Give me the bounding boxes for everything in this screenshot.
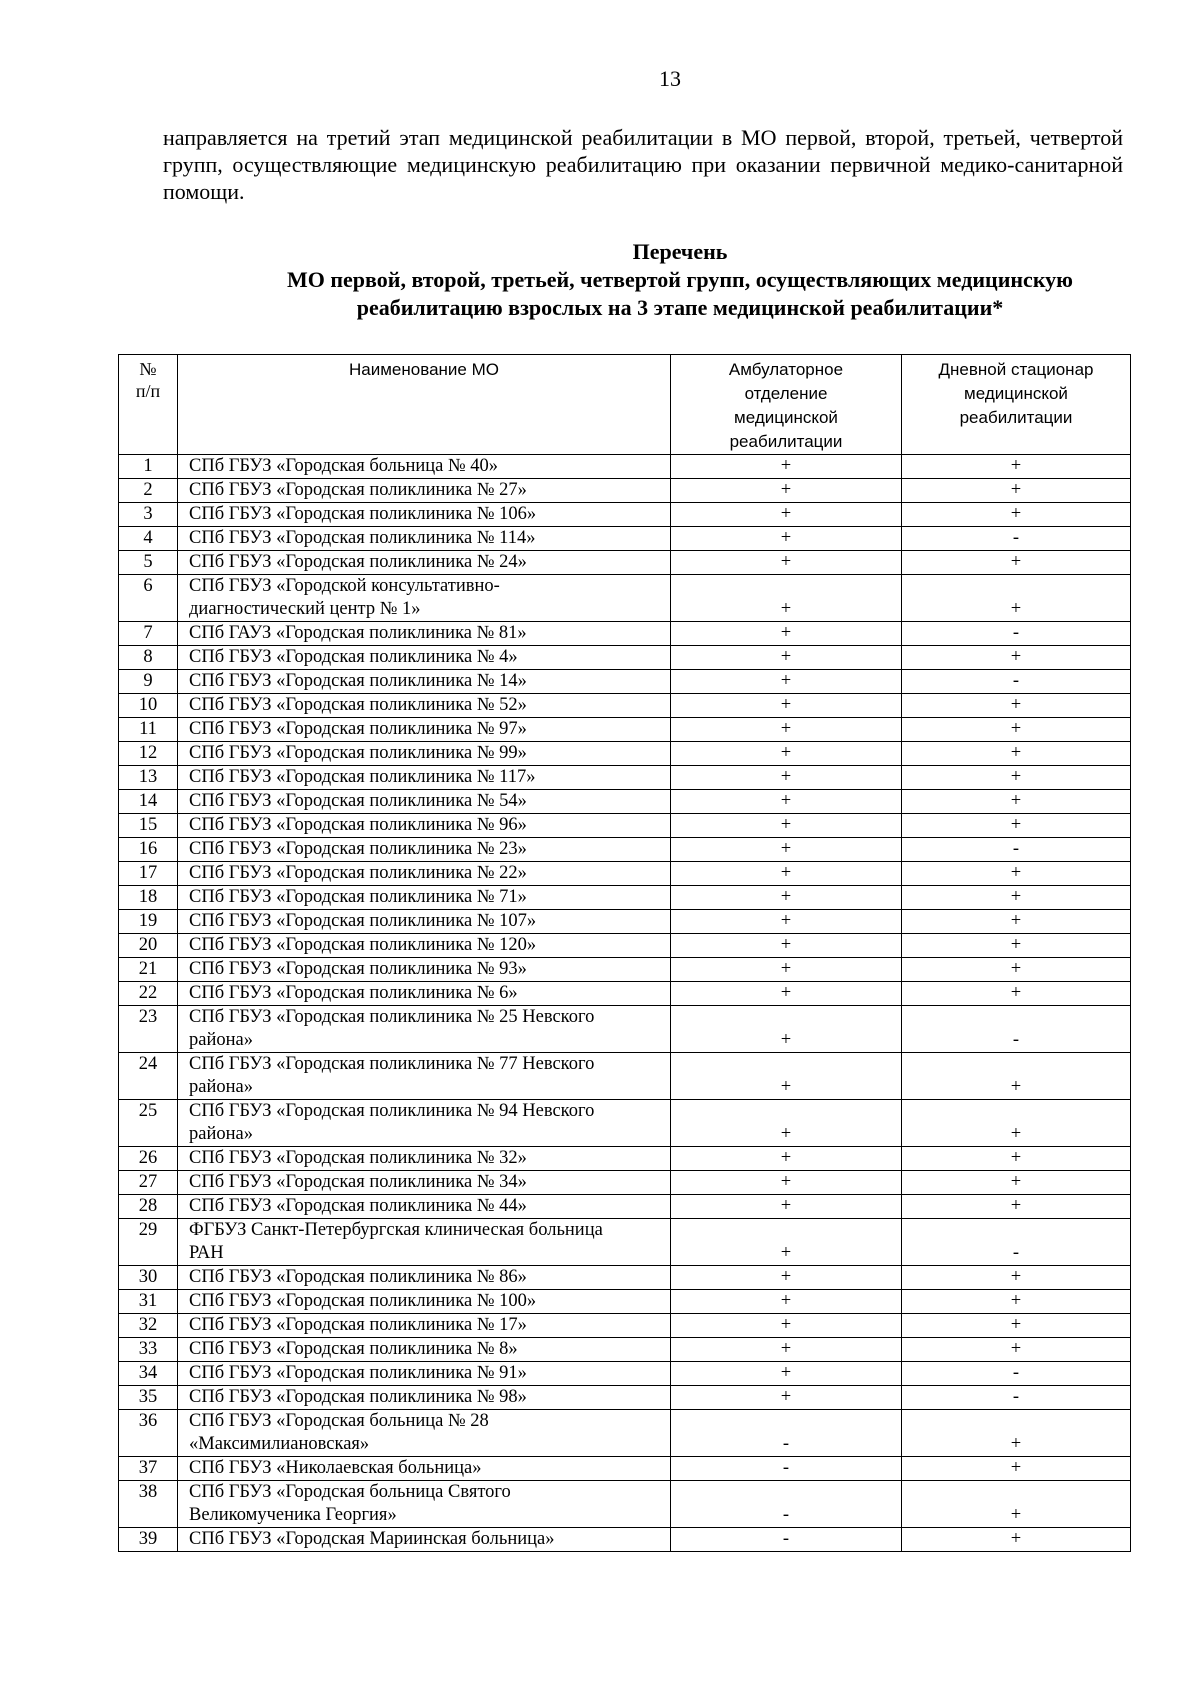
- organization-name-line: СПб ГБУЗ «Городская поликлиника № 97»: [189, 719, 527, 739]
- row-ambulatory-mark: +: [671, 622, 902, 646]
- table-row: [119, 551, 1131, 575]
- organization-name-line: СПб ГБУЗ «Николаевская больница»: [189, 1458, 482, 1478]
- row-day-hospital-mark: +: [902, 1171, 1131, 1195]
- organization-name-line: СПб ГБУЗ «Городская больница № 40»: [189, 456, 499, 476]
- mo-list-table: [118, 354, 1131, 1552]
- row-ambulatory-mark: +: [671, 551, 902, 575]
- row-organization-name: [178, 1171, 671, 1195]
- row-ambulatory-mark: +: [671, 838, 902, 862]
- row-number: 31: [119, 1290, 178, 1314]
- row-day-hospital-mark: +: [902, 886, 1131, 910]
- row-day-hospital-mark: +: [902, 766, 1131, 790]
- row-organization-name: [178, 694, 671, 718]
- row-ambulatory-mark: +: [671, 1006, 902, 1053]
- organization-name-line: СПб ГБУЗ «Городская больница Святого: [189, 1482, 511, 1502]
- row-number: 17: [119, 862, 178, 886]
- table-row: [119, 790, 1131, 814]
- row-ambulatory-mark: +: [671, 718, 902, 742]
- row-organization-name: [178, 862, 671, 886]
- title-line-3: реабилитацию взрослых на 3 этапе медицинской реабилитации*: [356, 295, 1004, 320]
- row-day-hospital-mark: +: [902, 1290, 1131, 1314]
- organization-name-line: СПб ГБУЗ «Городская поликлиника № 22»: [189, 863, 527, 883]
- table-row: [119, 934, 1131, 958]
- row-ambulatory-mark: +: [671, 1266, 902, 1290]
- row-number: 2: [119, 479, 178, 503]
- row-organization-name: [178, 958, 671, 982]
- row-day-hospital-mark: +: [902, 982, 1131, 1006]
- table-row: [119, 479, 1131, 503]
- row-number: 24: [119, 1053, 178, 1100]
- row-number: 4: [119, 527, 178, 551]
- row-day-hospital-mark: +: [902, 958, 1131, 982]
- table-row: [119, 982, 1131, 1006]
- row-day-hospital-mark: +: [902, 1410, 1131, 1457]
- row-day-hospital-mark: +: [902, 814, 1131, 838]
- table-row: [119, 1195, 1131, 1219]
- row-day-hospital-mark: +: [902, 694, 1131, 718]
- row-ambulatory-mark: +: [671, 814, 902, 838]
- organization-name-line: ФГБУЗ Санкт-Петербургская клиническая больница: [189, 1220, 603, 1240]
- organization-name-line: СПб ГБУЗ «Городская поликлиника № 52»: [189, 695, 527, 715]
- row-ambulatory-mark: +: [671, 790, 902, 814]
- header-number: [119, 355, 178, 455]
- row-organization-name: [178, 1362, 671, 1386]
- row-day-hospital-mark: +: [902, 1053, 1131, 1100]
- table-row: [119, 766, 1131, 790]
- row-number: 16: [119, 838, 178, 862]
- row-number: 34: [119, 1362, 178, 1386]
- row-day-hospital-mark: +: [902, 934, 1131, 958]
- organization-name-line: СПб ГБУЗ «Городская поликлиника № 117»: [189, 767, 536, 787]
- table-row: [119, 814, 1131, 838]
- row-number: 19: [119, 910, 178, 934]
- row-organization-name: [178, 1338, 671, 1362]
- document-title: [120, 238, 1200, 322]
- table-row: [119, 694, 1131, 718]
- row-number: 20: [119, 934, 178, 958]
- row-ambulatory-mark: +: [671, 1338, 902, 1362]
- row-number: 3: [119, 503, 178, 527]
- header-name: [178, 355, 671, 455]
- organization-name-line: СПб ГБУЗ «Городская поликлиника № 106»: [189, 504, 537, 524]
- row-ambulatory-mark: +: [671, 862, 902, 886]
- row-day-hospital-mark: -: [902, 838, 1131, 862]
- organization-name-line: СПб ГБУЗ «Городская поликлиника № 77 Невского: [189, 1054, 595, 1074]
- organization-name-line: СПб ГАУЗ «Городская поликлиника № 81»: [189, 623, 527, 643]
- organization-name-line: СПб ГБУЗ «Городская поликлиника № 27»: [189, 480, 527, 500]
- organization-name-line: СПб ГБУЗ «Городская поликлиника № 32»: [189, 1148, 527, 1168]
- row-ambulatory-mark: +: [671, 982, 902, 1006]
- row-ambulatory-mark: +: [671, 1147, 902, 1171]
- header-number-line: №: [139, 359, 157, 379]
- organization-name-line: СПб ГБУЗ «Городская поликлиника № 54»: [189, 791, 527, 811]
- row-number: 25: [119, 1100, 178, 1147]
- row-day-hospital-mark: +: [902, 790, 1131, 814]
- table-row: [119, 646, 1131, 670]
- organization-name-line: СПб ГБУЗ «Городская больница № 28: [189, 1411, 489, 1431]
- row-number: 21: [119, 958, 178, 982]
- header-number-line: п/п: [135, 381, 161, 401]
- row-day-hospital-mark: +: [902, 1338, 1131, 1362]
- header-ambulatory-line: реабилитации: [729, 432, 843, 451]
- row-organization-name: [178, 1219, 671, 1266]
- row-day-hospital-mark: +: [902, 718, 1131, 742]
- row-organization-name: [178, 1314, 671, 1338]
- title-line-2: МО первой, второй, третьей, четвертой групп, осуществляющих медицинскую: [286, 267, 1073, 292]
- row-ambulatory-mark: +: [671, 1219, 902, 1266]
- row-ambulatory-mark: +: [671, 670, 902, 694]
- organization-name-line: СПб ГБУЗ «Городская поликлиника № 34»: [189, 1172, 527, 1192]
- table-row: [119, 910, 1131, 934]
- row-day-hospital-mark: +: [902, 1528, 1131, 1552]
- table-row: [119, 1266, 1131, 1290]
- row-organization-name: [178, 1481, 671, 1528]
- organization-name-line: района»: [189, 1077, 253, 1097]
- table-row: [119, 1457, 1131, 1481]
- page-number: 13: [659, 66, 681, 91]
- organization-name-line: СПб ГБУЗ «Городская поликлиника № 4»: [189, 647, 518, 667]
- row-ambulatory-mark: +: [671, 1362, 902, 1386]
- row-number: 33: [119, 1338, 178, 1362]
- organization-name-line: РАН: [189, 1243, 224, 1263]
- header-ambulatory-line: отделение: [744, 384, 828, 403]
- row-day-hospital-mark: +: [902, 1147, 1131, 1171]
- row-number: 11: [119, 718, 178, 742]
- header-day-hospital-line: реабилитации: [959, 408, 1073, 427]
- table-row: [119, 1338, 1131, 1362]
- organization-name-line: СПб ГБУЗ «Городская поликлиника № 120»: [189, 935, 537, 955]
- row-number: 37: [119, 1457, 178, 1481]
- table-row: [119, 1528, 1131, 1552]
- row-organization-name: [178, 1457, 671, 1481]
- row-day-hospital-mark: +: [902, 1481, 1131, 1528]
- table-row: [119, 1147, 1131, 1171]
- table-row: [119, 1219, 1131, 1266]
- row-day-hospital-mark: -: [902, 670, 1131, 694]
- row-ambulatory-mark: +: [671, 694, 902, 718]
- row-day-hospital-mark: +: [902, 742, 1131, 766]
- organization-name-line: СПб ГБУЗ «Городская поликлиника № 114»: [189, 528, 536, 548]
- title-line-1: Перечень: [632, 239, 728, 264]
- row-day-hospital-mark: +: [902, 455, 1131, 479]
- row-organization-name: [178, 1195, 671, 1219]
- row-ambulatory-mark: +: [671, 575, 902, 622]
- row-ambulatory-mark: +: [671, 479, 902, 503]
- organization-name-line: СПб ГБУЗ «Городская поликлиника № 23»: [189, 839, 527, 859]
- row-organization-name: [178, 790, 671, 814]
- table-row: [119, 622, 1131, 646]
- row-day-hospital-mark: -: [902, 1362, 1131, 1386]
- row-number: 8: [119, 646, 178, 670]
- row-organization-name: [178, 622, 671, 646]
- row-day-hospital-mark: -: [902, 622, 1131, 646]
- table-row: [119, 575, 1131, 622]
- row-number: 39: [119, 1528, 178, 1552]
- row-number: 23: [119, 1006, 178, 1053]
- organization-name-line: СПб ГБУЗ «Городская поликлиника № 107»: [189, 911, 537, 931]
- row-organization-name: [178, 982, 671, 1006]
- organization-name-line: СПб ГБУЗ «Городская поликлиника № 96»: [189, 815, 527, 835]
- row-ambulatory-mark: +: [671, 1171, 902, 1195]
- row-ambulatory-mark: +: [671, 934, 902, 958]
- row-day-hospital-mark: -: [902, 1006, 1131, 1053]
- table-row: [119, 838, 1131, 862]
- organization-name-line: СПб ГБУЗ «Городская поликлиника № 99»: [189, 743, 527, 763]
- row-organization-name: [178, 646, 671, 670]
- table-row: [119, 1290, 1131, 1314]
- row-day-hospital-mark: +: [902, 551, 1131, 575]
- row-number: 28: [119, 1195, 178, 1219]
- organization-name-line: СПб ГБУЗ «Городская поликлиника № 94 Невского: [189, 1101, 595, 1121]
- row-ambulatory-mark: +: [671, 527, 902, 551]
- organization-name-line: Великомученика Георгия»: [189, 1505, 397, 1525]
- row-day-hospital-mark: +: [902, 862, 1131, 886]
- row-ambulatory-mark: +: [671, 1314, 902, 1338]
- row-ambulatory-mark: +: [671, 1195, 902, 1219]
- row-organization-name: [178, 1386, 671, 1410]
- row-organization-name: [178, 455, 671, 479]
- organization-name-line: района»: [189, 1030, 253, 1050]
- organization-name-line: СПб ГБУЗ «Городская поликлиника № 14»: [189, 671, 527, 691]
- row-ambulatory-mark: +: [671, 646, 902, 670]
- organization-name-line: района»: [189, 1124, 253, 1144]
- organization-name-line: СПб ГБУЗ «Городская поликлиника № 44»: [189, 1196, 527, 1216]
- header-day-hospital-line: Дневной стационар: [938, 360, 1094, 379]
- header-name-line: Наименование МО: [349, 360, 499, 379]
- row-organization-name: [178, 551, 671, 575]
- table-row: [119, 1386, 1131, 1410]
- row-organization-name: [178, 766, 671, 790]
- row-number: 6: [119, 575, 178, 622]
- row-ambulatory-mark: +: [671, 455, 902, 479]
- row-ambulatory-mark: -: [671, 1457, 902, 1481]
- row-organization-name: [178, 503, 671, 527]
- table-row: [119, 1314, 1131, 1338]
- organization-name-line: СПб ГБУЗ «Городская поликлиника № 86»: [189, 1267, 527, 1287]
- row-ambulatory-mark: +: [671, 1386, 902, 1410]
- row-organization-name: [178, 1528, 671, 1552]
- organization-name-line: СПб ГБУЗ «Городская поликлиника № 71»: [189, 887, 527, 907]
- row-number: 35: [119, 1386, 178, 1410]
- row-number: 29: [119, 1219, 178, 1266]
- table-row: [119, 670, 1131, 694]
- row-organization-name: [178, 1006, 671, 1053]
- row-organization-name: [178, 814, 671, 838]
- table-row: [119, 1006, 1131, 1053]
- table-row: [119, 455, 1131, 479]
- table-row: [119, 503, 1131, 527]
- organization-name-line: «Максимилиановская»: [189, 1434, 370, 1454]
- row-ambulatory-mark: -: [671, 1410, 902, 1457]
- row-day-hospital-mark: +: [902, 479, 1131, 503]
- organization-name-line: СПб ГБУЗ «Городской консультативно-: [189, 576, 500, 596]
- row-number: 14: [119, 790, 178, 814]
- table-row: [119, 1100, 1131, 1147]
- row-day-hospital-mark: +: [902, 1100, 1131, 1147]
- table-row: [119, 1410, 1131, 1457]
- table-row: [119, 958, 1131, 982]
- organization-name-line: СПб ГБУЗ «Городская поликлиника № 8»: [189, 1339, 518, 1359]
- organization-name-line: СПб ГБУЗ «Городская поликлиника № 98»: [189, 1387, 527, 1407]
- table-row: [119, 1053, 1131, 1100]
- organization-name-line: СПб ГБУЗ «Городская поликлиника № 6»: [189, 983, 518, 1003]
- organization-name-line: СПб ГБУЗ «Городская поликлиника № 24»: [189, 552, 527, 572]
- header-ambulatory: [671, 355, 902, 455]
- row-day-hospital-mark: -: [902, 1386, 1131, 1410]
- row-ambulatory-mark: +: [671, 910, 902, 934]
- row-number: 26: [119, 1147, 178, 1171]
- row-number: 9: [119, 670, 178, 694]
- row-day-hospital-mark: -: [902, 527, 1131, 551]
- header-day-hospital-line: медицинской: [964, 384, 1068, 403]
- table-row: [119, 527, 1131, 551]
- organization-name-line: СПб ГБУЗ «Городская поликлиника № 17»: [189, 1315, 527, 1335]
- row-organization-name: [178, 1266, 671, 1290]
- row-number: 38: [119, 1481, 178, 1528]
- row-organization-name: [178, 527, 671, 551]
- table-row: [119, 1481, 1131, 1528]
- row-day-hospital-mark: +: [902, 646, 1131, 670]
- table-row: [119, 742, 1131, 766]
- row-number: 18: [119, 886, 178, 910]
- row-organization-name: [178, 1290, 671, 1314]
- row-organization-name: [178, 886, 671, 910]
- row-ambulatory-mark: +: [671, 766, 902, 790]
- row-day-hospital-mark: +: [902, 1266, 1131, 1290]
- header-day-hospital: [902, 355, 1131, 455]
- organization-name-line: СПб ГБУЗ «Городская поликлиника № 100»: [189, 1291, 537, 1311]
- row-ambulatory-mark: +: [671, 742, 902, 766]
- row-day-hospital-mark: +: [902, 1314, 1131, 1338]
- header-ambulatory-line: медицинской: [734, 408, 838, 427]
- row-number: 30: [119, 1266, 178, 1290]
- row-ambulatory-mark: -: [671, 1481, 902, 1528]
- row-day-hospital-mark: +: [902, 1195, 1131, 1219]
- organization-name-line: диагностический центр № 1»: [189, 599, 421, 619]
- row-ambulatory-mark: +: [671, 1290, 902, 1314]
- row-number: 36: [119, 1410, 178, 1457]
- row-ambulatory-mark: +: [671, 886, 902, 910]
- row-organization-name: [178, 1053, 671, 1100]
- row-day-hospital-mark: +: [902, 575, 1131, 622]
- row-number: 27: [119, 1171, 178, 1195]
- row-day-hospital-mark: -: [902, 1219, 1131, 1266]
- row-number: 7: [119, 622, 178, 646]
- row-day-hospital-mark: +: [902, 1457, 1131, 1481]
- row-day-hospital-mark: +: [902, 503, 1131, 527]
- organization-name-line: СПб ГБУЗ «Городская поликлиника № 25 Невского: [189, 1007, 595, 1027]
- header-ambulatory-line: Амбулаторное: [728, 360, 844, 379]
- table-row: [119, 1171, 1131, 1195]
- row-organization-name: [178, 1410, 671, 1457]
- row-number: 5: [119, 551, 178, 575]
- table-row: [119, 862, 1131, 886]
- row-ambulatory-mark: -: [671, 1528, 902, 1552]
- row-ambulatory-mark: +: [671, 1053, 902, 1100]
- row-number: 1: [119, 455, 178, 479]
- row-number: 22: [119, 982, 178, 1006]
- organization-name-line: СПб ГБУЗ «Городская поликлиника № 93»: [189, 959, 527, 979]
- row-organization-name: [178, 575, 671, 622]
- table-row: [119, 1362, 1131, 1386]
- organization-name-line: СПб ГБУЗ «Городская Мариинская больница»: [189, 1529, 555, 1549]
- row-organization-name: [178, 910, 671, 934]
- row-organization-name: [178, 1147, 671, 1171]
- table-row: [119, 718, 1131, 742]
- row-organization-name: [178, 670, 671, 694]
- row-day-hospital-mark: +: [902, 910, 1131, 934]
- intro-paragraph: направляется на третий этап медицинской реабилитации в МО первой, второй, третьей, четвертой групп, осуществляющие медицинскую реабилитацию при оказании первичной медико-санитарной помощи.: [163, 125, 1123, 204]
- row-organization-name: [178, 718, 671, 742]
- row-number: 12: [119, 742, 178, 766]
- row-number: 13: [119, 766, 178, 790]
- table-header-row: [119, 355, 1131, 455]
- row-organization-name: [178, 742, 671, 766]
- organization-name-line: СПб ГБУЗ «Городская поликлиника № 91»: [189, 1363, 527, 1383]
- row-ambulatory-mark: +: [671, 503, 902, 527]
- table-body: [119, 455, 1131, 1552]
- row-organization-name: [178, 1100, 671, 1147]
- row-number: 10: [119, 694, 178, 718]
- row-number: 32: [119, 1314, 178, 1338]
- row-ambulatory-mark: +: [671, 958, 902, 982]
- row-organization-name: [178, 479, 671, 503]
- row-number: 15: [119, 814, 178, 838]
- row-organization-name: [178, 934, 671, 958]
- table-row: [119, 886, 1131, 910]
- row-ambulatory-mark: +: [671, 1100, 902, 1147]
- row-organization-name: [178, 838, 671, 862]
